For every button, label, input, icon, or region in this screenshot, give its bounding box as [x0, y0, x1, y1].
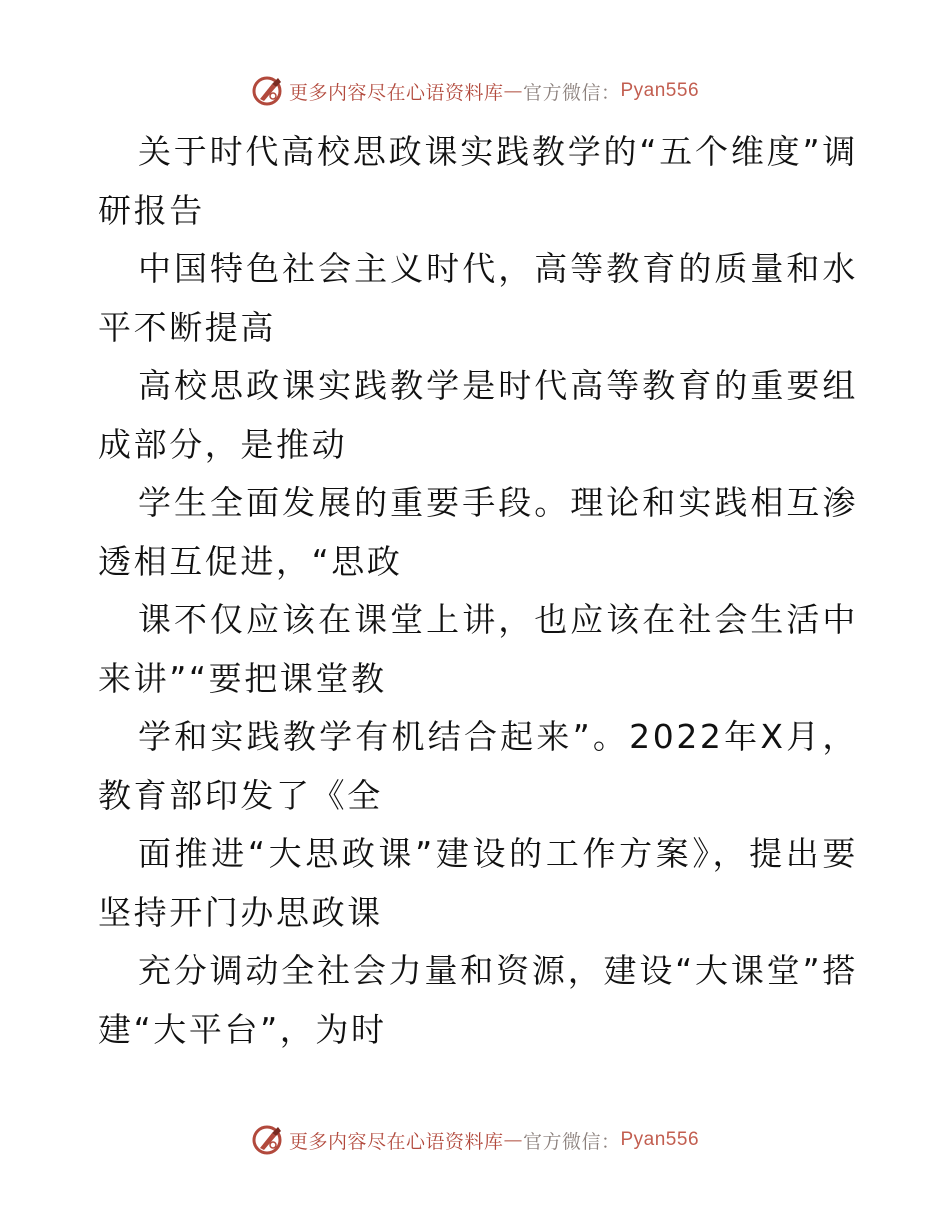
paragraph: 充分调动全社会力量和资源，建设“大课堂”搭建“大平台”，为时 — [98, 951, 858, 1049]
watermark-id: Pyan556 — [620, 1129, 700, 1150]
watermark-label: 官方微信： — [522, 81, 621, 104]
watermark-label: 官方微信： — [522, 1130, 621, 1153]
header-watermark — [0, 71, 950, 111]
watermark-brand: 更多内容尽在心语资料库 — [288, 1130, 504, 1153]
paragraph: 中国特色社会主义时代，高等教育的质量和水平不断提高 — [98, 249, 858, 347]
pen-logo-icon — [251, 74, 285, 108]
document-body — [98, 123, 858, 1059]
paragraph: 面推进“大思政课”建设的工作方案》，提出要坚持开门办思政课 — [98, 834, 858, 932]
paragraph: 高校思政课实践教学是时代高等教育的重要组成部分，是推动 — [98, 366, 858, 464]
watermark-dash: — — [503, 80, 523, 102]
paragraph: 关于时代高校思政课实践教学的“五个维度”调研报告 — [98, 132, 858, 230]
paragraph: 学生全面发展的重要手段。理论和实践相互渗透相互促进，“思政 — [98, 483, 858, 581]
watermark-brand: 更多内容尽在心语资料库 — [288, 81, 504, 104]
watermark-dash: — — [503, 1129, 523, 1151]
watermark-id: Pyan556 — [620, 80, 700, 101]
pen-logo-icon — [251, 1123, 285, 1157]
paragraph: 学和实践教学有机结合起来”。2022年X月，教育部印发了《全 — [98, 717, 858, 815]
footer-watermark — [0, 1120, 950, 1160]
paragraph: 课不仅应该在课堂上讲，也应该在社会生活中来讲”“要把课堂教 — [98, 600, 858, 698]
